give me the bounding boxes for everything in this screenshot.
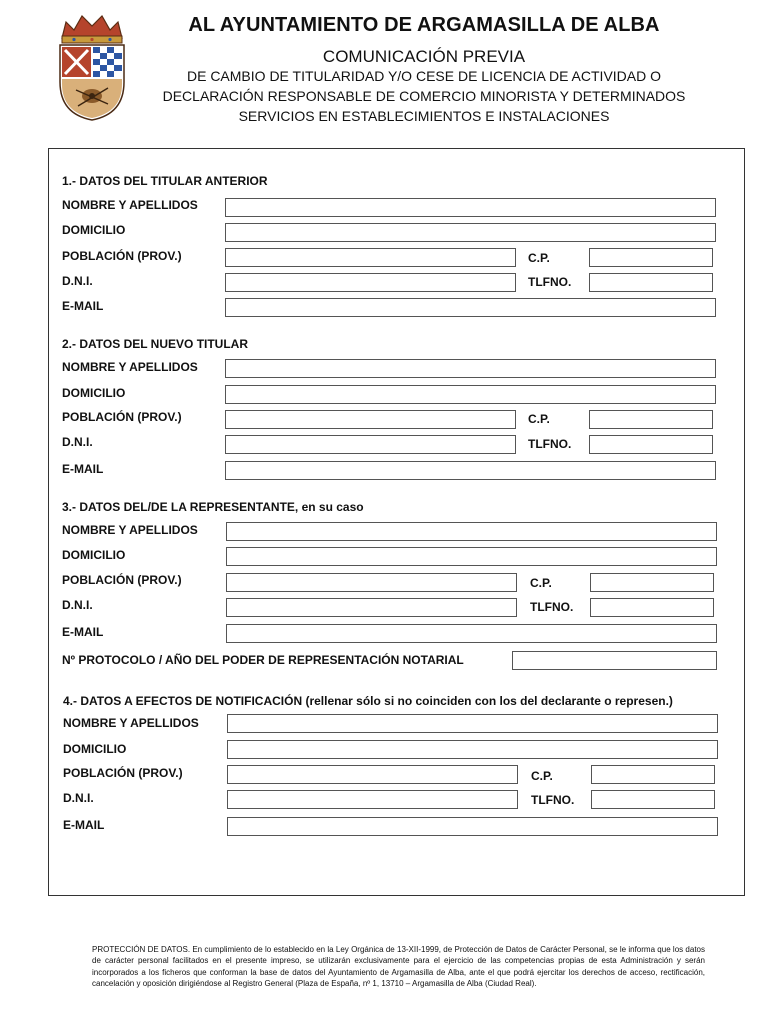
s2-tlfno-input[interactable] xyxy=(589,435,713,454)
label-domicilio: DOMICILIO xyxy=(62,548,126,562)
s4-email-input[interactable] xyxy=(227,817,718,836)
label-tlfno: TLFNO. xyxy=(531,793,575,807)
label-dni: D.N.I. xyxy=(62,435,93,449)
s4-tlfno-input[interactable] xyxy=(591,790,715,809)
label-dni: D.N.I. xyxy=(63,791,94,805)
label-tlfno: TLFNO. xyxy=(528,275,572,289)
page-title: AL AYUNTAMIENTO DE ARGAMASILLA DE ALBA xyxy=(188,14,660,36)
section-title-nuevo-titular: 2.- DATOS DEL NUEVO TITULAR xyxy=(62,337,249,351)
label-nombre: NOMBRE Y APELLIDOS xyxy=(63,716,199,730)
s2-poblacion-input[interactable] xyxy=(225,410,516,429)
label-poblacion: POBLACIÓN (PROV.) xyxy=(62,249,182,263)
label-nombre: NOMBRE Y APELLIDOS xyxy=(62,523,198,537)
label-nombre: NOMBRE Y APELLIDOS xyxy=(62,360,198,374)
s4-cp-input[interactable] xyxy=(591,765,715,784)
label-domicilio: DOMICILIO xyxy=(63,742,127,756)
label-email: E-MAIL xyxy=(63,818,105,832)
label-nombre: NOMBRE Y APELLIDOS xyxy=(62,198,198,212)
s3-poblacion-input[interactable] xyxy=(226,573,517,592)
label-dni: D.N.I. xyxy=(62,274,93,288)
s3-dni-input[interactable] xyxy=(226,598,517,617)
data-protection-notice: PROTECCIÓN DE DATOS. En cumplimiento de lo establecido en la Ley Orgánica de 13-XII-1999, de Protección de Datos de Carácter Personal, se le informa que los datos de carácter personal facilitados en el presente impreso, se utilizarán exclusivamente para el ejercicio de las competencias propias de esta Administración y serán incorporados a los ficheros que conforman la base de datos del Ayuntamiento de Argamasilla de Alba, ante el que podrá ejercitar los derechos de acceso, rectificación, cancelación y oposición dirigiéndose al Registro General (Plaza de España, nº 1, 13710 – Argamasilla de Alba (Ciudad Real). xyxy=(92,945,705,988)
s2-dni-input[interactable] xyxy=(225,435,516,454)
label-dni: D.N.I. xyxy=(62,598,93,612)
label-email: E-MAIL xyxy=(62,625,104,639)
label-poblacion: POBLACIÓN (PROV.) xyxy=(62,410,182,424)
s1-cp-input[interactable] xyxy=(589,248,713,267)
s2-domicilio-input[interactable] xyxy=(225,385,716,404)
label-cp: C.P. xyxy=(528,251,550,265)
s3-tlfno-input[interactable] xyxy=(590,598,714,617)
s1-tlfno-input[interactable] xyxy=(589,273,713,292)
s4-nombre-input[interactable] xyxy=(227,714,718,733)
s3-domicilio-input[interactable] xyxy=(226,547,717,566)
s1-email-input[interactable] xyxy=(225,298,716,317)
s4-poblacion-input[interactable] xyxy=(227,765,518,784)
label-poblacion: POBLACIÓN (PROV.) xyxy=(62,573,182,587)
s1-dni-input[interactable] xyxy=(225,273,516,292)
s3-email-input[interactable] xyxy=(226,624,717,643)
label-cp: C.P. xyxy=(531,769,553,783)
label-domicilio: DOMICILIO xyxy=(62,223,126,237)
label-cp: C.P. xyxy=(530,576,552,590)
label-email: E-MAIL xyxy=(62,299,104,313)
s3-nombre-input[interactable] xyxy=(226,522,717,541)
s4-domicilio-input[interactable] xyxy=(227,740,718,759)
s1-poblacion-input[interactable] xyxy=(225,248,516,267)
label-domicilio: DOMICILIO xyxy=(62,386,126,400)
s2-nombre-input[interactable] xyxy=(225,359,716,378)
s2-cp-input[interactable] xyxy=(589,410,713,429)
label-protocolo: Nº PROTOCOLO / AÑO DEL PODER DE REPRESENTACIÓN NOTARIAL xyxy=(62,653,464,667)
form-description: DE CAMBIO DE TITULARIDAD Y/O CESE DE LICENCIA DE ACTIVIDAD O DECLARACIÓN RESPONSABLE DE COMERCIO MINORISTA Y DETERMINADOS SERVICIOS EN ESTABLECIMIENTOS E INSTALACIONES xyxy=(162,68,686,124)
municipal-crest-icon xyxy=(56,12,128,122)
s3-cp-input[interactable] xyxy=(590,573,714,592)
form-subtitle: COMUNICACIÓN PREVIA xyxy=(322,47,526,66)
label-email: E-MAIL xyxy=(62,462,104,476)
s4-dni-input[interactable] xyxy=(227,790,518,809)
label-cp: C.P. xyxy=(528,412,550,426)
section-title-representante: 3.- DATOS DEL/DE LA REPRESENTANTE, en su caso xyxy=(62,500,364,514)
s2-email-input[interactable] xyxy=(225,461,716,480)
s1-nombre-input[interactable] xyxy=(225,198,716,217)
label-tlfno: TLFNO. xyxy=(530,600,574,614)
section-title-notificacion: 4.- DATOS A EFECTOS DE NOTIFICACIÓN (rellenar sólo si no coinciden con los del declarante o represen.) xyxy=(63,694,673,708)
label-poblacion: POBLACIÓN (PROV.) xyxy=(63,766,183,780)
s3-protocolo-input[interactable] xyxy=(512,651,717,670)
s1-domicilio-input[interactable] xyxy=(225,223,716,242)
label-tlfno: TLFNO. xyxy=(528,437,572,451)
section-title-titular-anterior: 1.- DATOS DEL TITULAR ANTERIOR xyxy=(62,174,268,188)
